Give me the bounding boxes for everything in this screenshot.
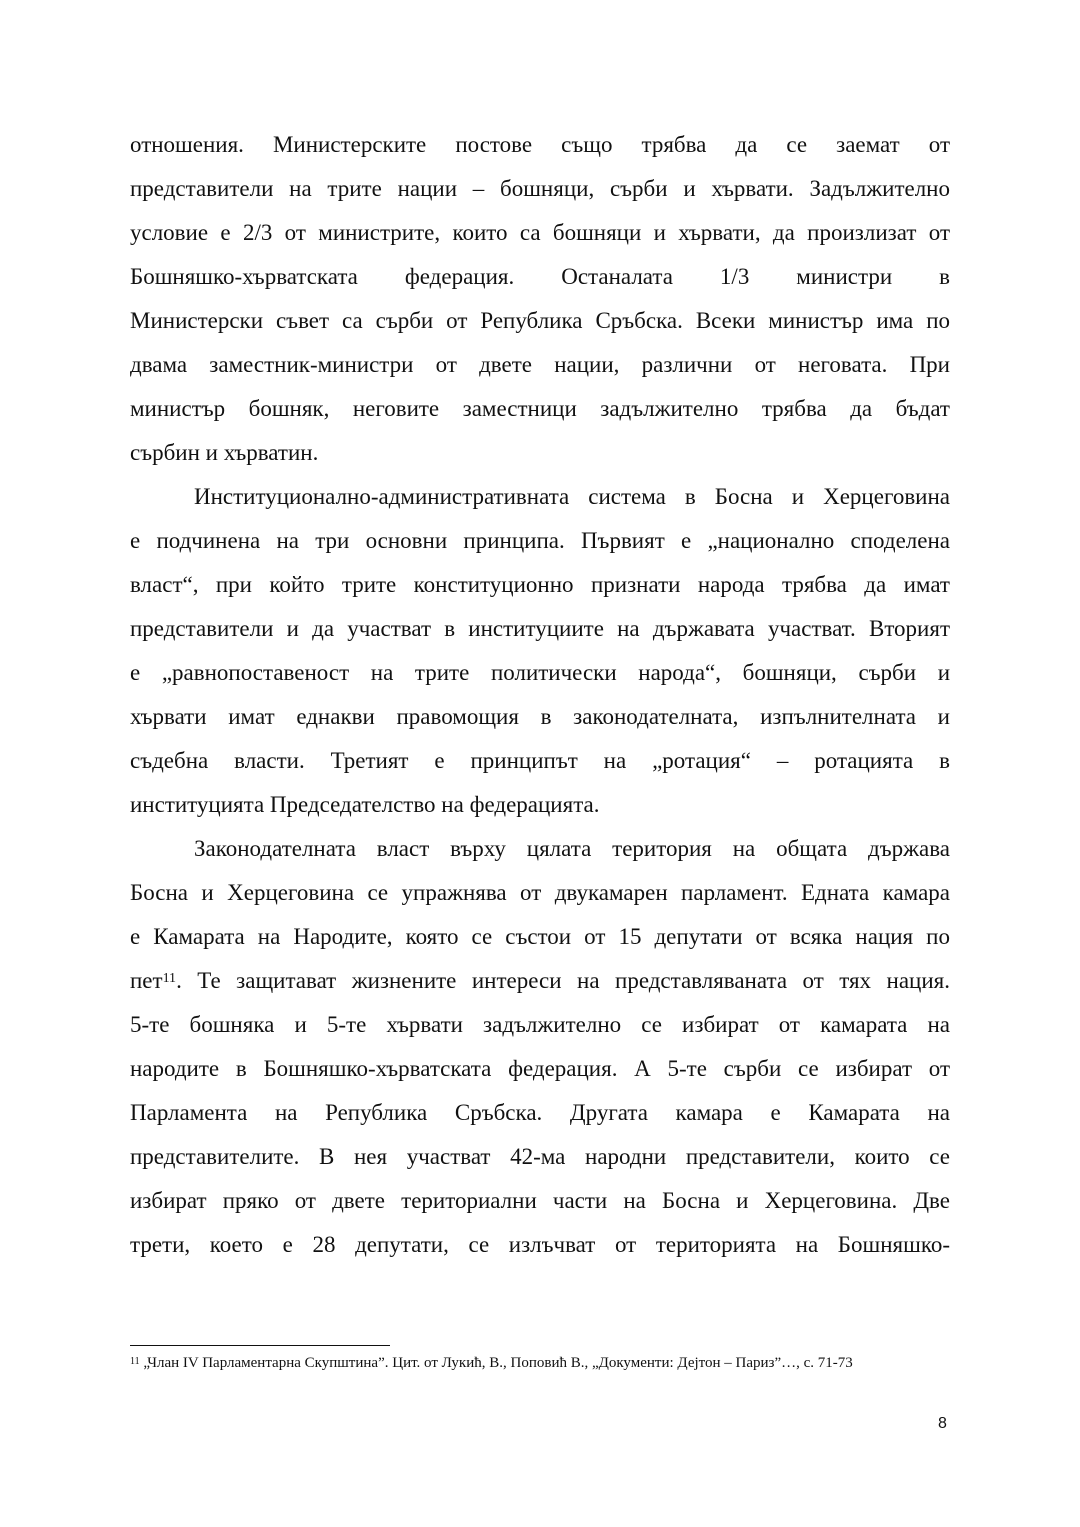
text-line: народите в Бошняшко-хърватската федерация. А 5-те сърби се избират от bbox=[130, 1056, 950, 1081]
page-number: 8 bbox=[938, 1415, 947, 1432]
text-line: представители на трите нации – бошняци, сърби и хървати. Задължително bbox=[130, 176, 950, 201]
text-line: Законодателната власт върху цялата територия на общата държава bbox=[194, 836, 950, 861]
paragraph-3 bbox=[130, 827, 950, 1267]
body-text bbox=[130, 123, 950, 1267]
text-line: отношения. Министерските постове също трябва да се заемат от bbox=[130, 132, 950, 157]
footnote-separator bbox=[130, 1345, 390, 1346]
paragraph-2 bbox=[130, 475, 950, 827]
text-line: Бошняшко-хърватската федерация. Останалата 1/3 министри в bbox=[130, 264, 950, 289]
text-line: Босна и Херцеговина се упражнява от двукамарен парламент. Едната камара bbox=[130, 880, 950, 905]
text-line: двама заместник-министри от двете нации, различни от неговата. При bbox=[130, 352, 950, 377]
text-line: сърбин и хърватин. bbox=[130, 440, 319, 465]
footnote-marker: 11 bbox=[130, 1356, 140, 1367]
text-line: трети, което е 28 депутати, се излъчват от територията на Бошняшко- bbox=[130, 1232, 950, 1257]
text-fragment: пет bbox=[130, 968, 163, 993]
text-line: е „равнопоставеност на трите политически народа“, бошняци, сърби и bbox=[130, 660, 950, 685]
paragraph-1 bbox=[130, 123, 950, 475]
text-line: представители и да участват в институциите на държавата участват. Вторият bbox=[130, 616, 950, 641]
text-line: Институционално-административната система в Босна и Херцеговина bbox=[194, 484, 950, 509]
text-line: институцията Председателство на федерацията. bbox=[130, 792, 600, 817]
text-line: е подчинена на три основни принципа. Първият е „национално споделена bbox=[130, 528, 950, 553]
footnote bbox=[130, 1354, 950, 1372]
footnote-text: „Члан IV Парламентарна Скупштина”. Цит. от Лукић, В., Поповић В., „Документи: Дејтон – Париз”…, с. 71-73 bbox=[139, 1355, 853, 1371]
text-line: министър бошняк, неговите заместници задължително трябва да бъдат bbox=[130, 396, 950, 421]
text-line: е Камарата на Народите, която се състои от 15 депутати от всяка нация по bbox=[130, 924, 950, 949]
text-line: избират пряко от двете териториални части на Босна и Херцеговина. Две bbox=[130, 1188, 950, 1213]
text-line: Парламента на Република Сръбска. Другата камара е Камарата на bbox=[130, 1100, 950, 1125]
text-line: представителите. В нея участват 42-ма народни представители, които се bbox=[130, 1144, 950, 1169]
text-line: власт“, при който трите конституционно признати народа трябва да имат bbox=[130, 572, 950, 597]
footnote-reference[interactable]: 11 bbox=[162, 971, 177, 986]
text-line: условие е 2/3 от министрите, които са бошняци и хървати, да произлизат от bbox=[130, 220, 950, 245]
text-line: Министерски съвет са сърби от Република Сръбска. Всеки министър има по bbox=[130, 308, 950, 333]
text-fragment: . Те защитават жизнените интереси на представляваната от тях нация. bbox=[176, 968, 950, 993]
text-line-with-footnote bbox=[130, 959, 950, 1003]
text-line: хървати имат еднакви правомощия в законодателната, изпълнителната и bbox=[130, 704, 950, 729]
text-line: 5-те бошняка и 5-те хървати задължително се избират от камарата на bbox=[130, 1012, 950, 1037]
text-line: съдебна власти. Третият е принципът на „ротация“ – ротацията в bbox=[130, 748, 950, 773]
